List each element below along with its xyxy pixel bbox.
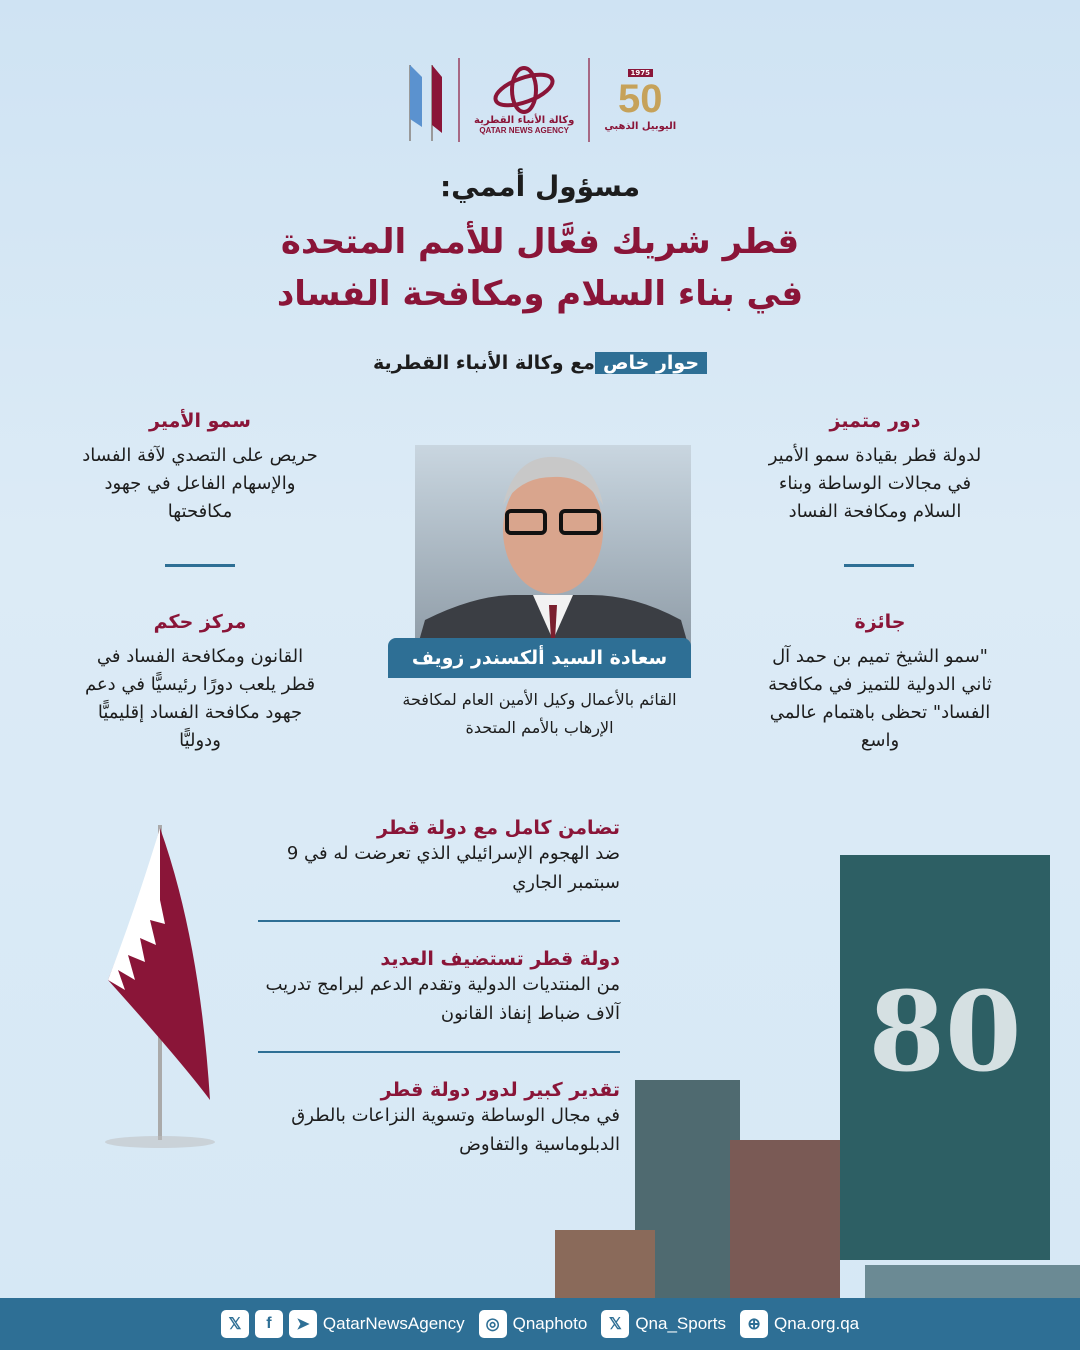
x-icon[interactable]: 𝕏 xyxy=(601,1310,629,1338)
point-body: في مجال الوساطة وتسوية النزاعات بالطرق الدبلوماسية والتفاوض xyxy=(291,1105,620,1155)
point-heading: دولة قطر تستضيف العديد xyxy=(380,948,620,970)
point-heading: تقدير كبير لدور دولة قطر xyxy=(380,1079,620,1101)
title-line-3: في بناء السلام ومكافحة الفساد xyxy=(276,274,804,314)
block-body: القانون ومكافحة الفساد في قطر يلعب دورًا رئيسيًّا في دعم جهود مكافحة الفساد إقليميًّا ودوليًّا xyxy=(84,646,316,751)
jubilee-title: اليوبيل الذهبي xyxy=(604,120,677,132)
sports-handle[interactable]: Qna_Sports xyxy=(635,1314,727,1333)
tag-highlight: حوار خاص xyxy=(595,352,707,374)
jubilee-number: 50 xyxy=(618,76,663,121)
right-block-2 xyxy=(760,611,1000,755)
qna-logo xyxy=(474,65,574,135)
social-handle[interactable]: QatarNewsAgency xyxy=(322,1314,465,1333)
left-block-2 xyxy=(80,611,320,755)
block-heading: مركز حكم xyxy=(153,611,247,633)
tag-text: مع وكالة الأنباء القطرية xyxy=(373,352,595,374)
building-label: 80 xyxy=(868,967,1022,1096)
block-heading: دور متميز xyxy=(829,410,921,432)
un-headquarters-icon xyxy=(555,850,1080,1298)
globe-icon[interactable]: ⊕ xyxy=(740,1310,768,1338)
title-line-1: مسؤول أممي: xyxy=(439,170,641,203)
agency-name-en: QATAR NEWS AGENCY xyxy=(479,126,569,135)
right-block-1 xyxy=(755,410,995,526)
telegram-icon[interactable]: ➤ xyxy=(289,1310,317,1338)
block-body: "سمو الشيخ تميم بن حمد آل ثاني الدولية للتميز في مكافحة الفساد" تحظى باهتمام عالمي واسع xyxy=(768,646,992,751)
divider xyxy=(458,58,460,142)
footer-bar xyxy=(0,1298,1080,1350)
official-role: القائم بالأعمال وكيل الأمين العام لمكافحة الإرهاب بالأمم المتحدة xyxy=(402,690,677,737)
qatar-flag-icon xyxy=(90,820,230,1150)
interview-tag xyxy=(0,352,1080,374)
point-body: ضد الهجوم الإسرائيلي الذي تعرضت له في 9 سبتمبر الجاري xyxy=(286,843,620,893)
left-block-1 xyxy=(80,410,320,526)
official-photo xyxy=(415,445,691,655)
jubilee-start-year: 1975 xyxy=(628,69,653,77)
divider xyxy=(588,58,590,142)
person-portrait-icon xyxy=(415,445,691,655)
title-line-2: قطر شريك فعَّال للأمم المتحدة xyxy=(280,222,800,262)
website-link[interactable]: Qna.org.qa xyxy=(774,1314,860,1333)
block-heading: جائزة xyxy=(854,611,906,633)
photo-handle[interactable]: Qnaphoto xyxy=(512,1314,588,1333)
instagram-icon[interactable]: ◎ xyxy=(479,1310,507,1338)
qna-logo-icon xyxy=(489,65,559,115)
block-body: لدولة قطر بقيادة سمو الأمير في مجالات الوساطة وبناء السلام ومكافحة الفساد xyxy=(768,445,982,522)
header-logos xyxy=(400,52,690,148)
point-heading: تضامن كامل مع دولة قطر xyxy=(377,817,620,839)
jubilee-logo xyxy=(604,69,676,132)
flags-icon xyxy=(400,57,444,143)
point-body: من المنتديات الدولية وتقدم الدعم لبرامج تدريب آلاف ضباط إنفاذ القانون xyxy=(265,974,620,1024)
divider xyxy=(165,564,235,567)
block-heading: سمو الأمير xyxy=(149,410,251,432)
x-icon[interactable]: 𝕏 xyxy=(221,1310,249,1338)
block-body: حريص على التصدي لآفة الفساد والإسهام الفاعل في جهود مكافحتها xyxy=(82,445,318,522)
facebook-icon[interactable]: f xyxy=(255,1310,283,1338)
divider xyxy=(844,564,914,567)
agency-name-ar: وكالة الأنباء القطرية xyxy=(474,115,575,126)
official-name: سعادة السيد ألكسندر زويف xyxy=(388,638,691,678)
